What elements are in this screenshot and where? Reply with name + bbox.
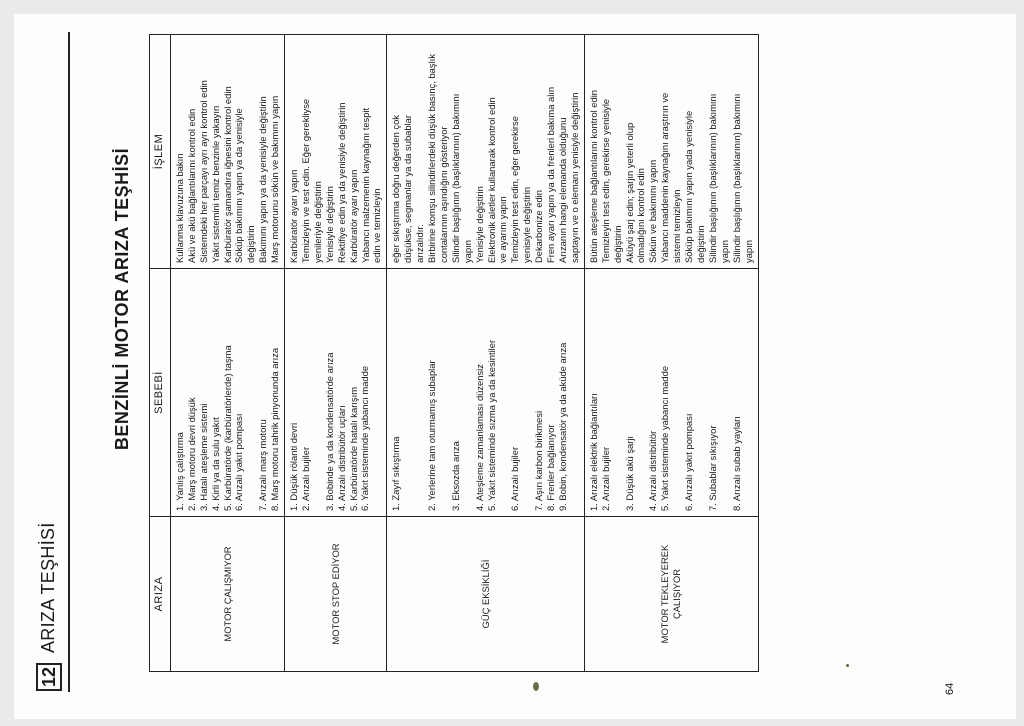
- action-line: Yabancı maddenin kaynağını araştırın ve: [659, 92, 671, 263]
- cause-line: 8. Frenler bağlanıyor: [545, 424, 556, 511]
- cause-line: 2. Arızalı bujiler: [599, 446, 611, 511]
- action-line: Karbüratör ayarı yapın: [288, 169, 300, 263]
- action-line: Sistemdeki her parçayı ayrı ayrı kontrol edin: [197, 80, 209, 263]
- action-line: Yakıt sistemini temiz benzinle yakayın: [209, 105, 221, 263]
- cause-line: 6. Arızalı yakıt pompası: [233, 413, 245, 511]
- cause-line: 5. Yakıt sisteminde yabancı madde: [659, 365, 671, 511]
- spacer: [521, 274, 533, 511]
- header-sebebi: SEBEBİ: [150, 269, 171, 517]
- action-line: Temizleyin test edin, gerekirse yenisiyle: [599, 98, 611, 263]
- cause-line: 4. Kirli ya da sulu yakıt: [209, 417, 221, 511]
- cause-cell: [170, 269, 284, 517]
- action-cell: [170, 35, 284, 269]
- action-line: Yenisiyle değiştirin: [323, 186, 335, 263]
- cause-line: 1. Arızalı elektrik bağlantıları: [587, 393, 599, 511]
- cause-line: 4. Ateşleme zamanlaması düzensiz: [473, 364, 485, 511]
- cause-line: 4. Arızalı distribütör uçları: [335, 405, 347, 511]
- cause-line: 9. Bobin, kondensatör ya da aküde arıza: [556, 342, 568, 511]
- cause-line: 4. Arızalı distribütör: [647, 430, 659, 511]
- spacer: [245, 274, 257, 511]
- cause-line: 3. Düşük akü şarjı: [623, 435, 635, 511]
- action-line: Silindir başlığının (başlıklarının) bakımını: [730, 93, 742, 263]
- action-line: Marş motorunu sökün ve bakımını yapın: [269, 95, 281, 263]
- cause-cell: [584, 269, 758, 517]
- section-number: 12: [36, 663, 62, 691]
- table-row: [285, 35, 387, 672]
- scanned-page: [14, 14, 1016, 719]
- action-line: yenisiyle değiştirin: [521, 186, 533, 263]
- action-line: yenileriyle değiştirin: [311, 181, 323, 263]
- page-number: 64: [944, 682, 956, 695]
- cause-cell: [285, 269, 387, 517]
- action-line: arızalıdır.: [414, 224, 426, 263]
- spacer: [414, 274, 426, 511]
- action-line: contalarının aşındığını gösteriyor: [437, 126, 449, 263]
- table-row: [170, 35, 284, 672]
- action-line: Dekarbonize edin: [533, 190, 545, 263]
- action-line: değiştirin: [611, 225, 623, 263]
- action-line: saptayın ve o elemanı yenisiyle değiştirin: [568, 92, 580, 263]
- cause-line: 5. Karbüratörde hatalı karışım: [347, 386, 359, 511]
- spacer: [402, 274, 414, 511]
- action-line: Fren ayarı yapın ya da frenleri bakıma alın: [545, 86, 557, 263]
- action-line: edin ve temizleyin: [371, 188, 383, 263]
- spacer: [695, 274, 707, 511]
- spacer: [497, 274, 509, 511]
- table-row: [584, 35, 758, 672]
- header-ariza: ARIZA: [150, 517, 171, 672]
- action-line: yapın: [742, 240, 754, 263]
- cause-line: 2. Arızalı bujiler: [299, 446, 311, 511]
- cause-line: 1. Düşük rölanti devri: [288, 422, 300, 511]
- cause-line: 7. Subablar sıkışıyor: [706, 425, 718, 511]
- action-line: Silindir başlığının (başlıklarının) bakımını: [449, 93, 461, 263]
- cause-line: 7. Arızalı marş motoru: [257, 419, 269, 511]
- table-row: [387, 35, 585, 672]
- action-line: Birbirine komşu silindirlerdeki düşük basınç, başlık: [426, 54, 438, 263]
- action-line: Temizleyin test edin, eğer gerekirse: [509, 116, 521, 263]
- action-line: eğer sıkıştırma doğru değerden çok: [390, 115, 402, 263]
- cause-line: 6. Yakıt sisteminde yabancı madde: [359, 365, 371, 511]
- action-line: Karbüratör ayarı yapın: [347, 169, 359, 263]
- spacer: [719, 274, 731, 511]
- cause-line: 1. Yanlış çalıştırma: [173, 432, 185, 511]
- spacer: [312, 274, 324, 511]
- action-line: Bakımını yapın ya da yenisiyle değiştirin: [257, 96, 269, 263]
- diagnosis-table: [149, 34, 759, 672]
- cause-line: 6. Arızalı bujiler: [509, 446, 521, 511]
- action-line: Yenisiyle değiştirin: [473, 186, 485, 263]
- action-cell: [285, 35, 387, 269]
- action-line: Elektronik aletler kullanarak kontrol edin: [485, 97, 497, 263]
- fault-cell: MOTOR STOP EDİYOR: [285, 517, 387, 672]
- action-line: Kullanma klavuzuna bakın: [173, 153, 185, 263]
- cause-line: 3. Bobinde ya da kondensatörde arıza: [323, 352, 335, 511]
- cause-line: 5. Yakıt sisteminde sızma ya da kesintiler: [485, 339, 497, 511]
- fault-cell: MOTOR TEKLEYEREK ÇALIŞIYOR: [584, 517, 758, 672]
- action-line: Arızanın hangi elemanda olduğunu: [557, 117, 568, 263]
- spacer: [462, 274, 474, 511]
- cause-line: 8. Arızalı subab yayları: [730, 416, 742, 511]
- spacer: [671, 274, 683, 511]
- fault-cell: MOTOR ÇALIŞMIYOR: [170, 517, 284, 672]
- cause-line: 5. Karbüratörde (karbüratörlerde) taşma: [221, 345, 233, 511]
- action-line: Sökün ve bakımını yapın: [647, 159, 659, 263]
- spacer: [635, 274, 647, 511]
- spacer: [612, 274, 624, 511]
- cause-line: 8. Marş motoru tahrik pinyonunda arıza: [269, 347, 281, 511]
- scan-speck: [846, 664, 849, 667]
- action-line: Akü ve akü bağlantılarını kontrol edin: [185, 108, 197, 263]
- cause-line: 6. Arızalı yakıt pompası: [683, 413, 695, 511]
- action-line: olmadığını kontrol edin: [635, 168, 647, 263]
- cause-line: 2. Yerlerine tam oturmamış subaplar: [426, 360, 437, 511]
- action-line: düşükse, segmanlar ya da subablar: [402, 114, 414, 263]
- fault-cell: GÜÇ EKSİKLİĞİ: [387, 517, 585, 672]
- action-cell: [387, 35, 585, 269]
- action-line: sistemi temizleyin: [671, 189, 683, 263]
- action-line: değiştirin: [694, 225, 706, 263]
- cause-line: 1. Zayıf sıkıştırma: [390, 436, 402, 511]
- header-islem: İŞLEM: [150, 35, 171, 269]
- action-line: yapın: [461, 240, 473, 263]
- cause-line: 2. Marş motoru devri düşük: [185, 397, 197, 511]
- cause-line: 3. Hatalı ateşleme sistemi: [197, 403, 209, 511]
- action-cell: [584, 35, 758, 269]
- action-line: yapın: [718, 240, 730, 263]
- section-title: ARIZA TEŞHİSİ: [38, 522, 58, 653]
- rotated-content: [14, 14, 1016, 719]
- action-line: Bütün ateşleme bağlantılarını kontrol edin: [587, 89, 599, 263]
- cause-line: 3. Eksozda arıza: [449, 441, 461, 511]
- action-line: Söküp bakımını yapın ya da yenisiyle: [233, 108, 245, 263]
- action-line: Söküp bakımını yapın yada yenisiyle: [683, 110, 695, 263]
- scan-speck: [533, 682, 539, 691]
- main-title: BENZİNLİ MOTOR ARIZA TEŞHİSİ: [112, 147, 132, 451]
- action-line: Karbüratör şamandıra iğnesini kontrol edin: [221, 86, 233, 263]
- action-line: Rektifiye edin ya da yenisiyle değiştirin: [335, 102, 347, 263]
- spacer: [438, 274, 450, 511]
- action-line: Aküyü şarj edin; şarjın yeterli olup: [623, 122, 635, 263]
- cause-cell: [387, 269, 585, 517]
- cause-line: 7. Aşırı karbon birikmesi: [533, 410, 545, 511]
- action-line: Yabancı malzemenin kaynağını tespit: [359, 107, 371, 263]
- header-rule: [68, 32, 70, 692]
- action-line: ve ayarını yapın: [497, 196, 509, 263]
- action-line: Temizleyin ve test edin. Eğer gerekliyse: [299, 98, 311, 263]
- table-header-row: [150, 35, 171, 672]
- action-line: Silindir başlığının (başlıklarının) bakımını: [706, 93, 718, 263]
- action-line: değiştirin: [245, 225, 257, 263]
